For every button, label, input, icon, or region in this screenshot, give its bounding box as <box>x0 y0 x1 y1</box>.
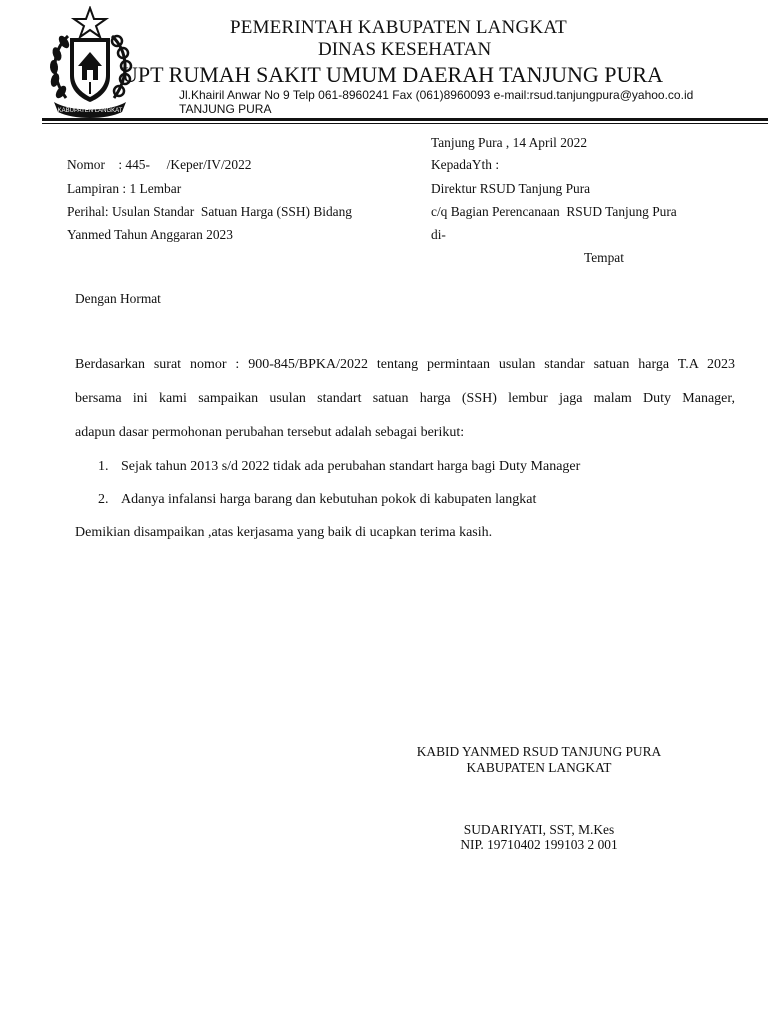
letter-nomor: Nomor : 445- /Keper/IV/2022 <box>67 157 252 172</box>
signature-nip: NIP. 19710402 199103 2 001 <box>460 837 618 852</box>
header-government: PEMERINTAH KABUPATEN LANGKAT <box>230 17 567 38</box>
letter-date: Tanjung Pura , 14 April 2022 <box>431 135 588 150</box>
signature-title-1: KABID YANMED RSUD TANJUNG PURA <box>416 744 662 759</box>
letter-lampiran: Lampiran : 1 Lembar <box>67 181 182 196</box>
letter-cq: c/q Bagian Perencanaan RSUD Tanjung Pura <box>431 204 677 219</box>
list-item-2-number: 2. <box>98 492 109 507</box>
header-hospital: UPT RUMAH SAKIT UMUM DAERAH TANJUNG PURA <box>122 62 663 87</box>
letter-perihal-line1: Perihal: Usulan Standar Satuan Harga (SSH) Bidang <box>67 204 353 219</box>
emblem-ribbon-text: KABUPATEN LANGKAT <box>57 108 123 114</box>
list-item-2-text: Adanya infalansi harga barang dan kebutuhan pokok di kabupaten langkat <box>121 492 537 507</box>
list-item-1-number: 1. <box>98 459 109 474</box>
signature-name: SUDARIYATI, SST, M.Kes <box>463 822 615 837</box>
header-city: TANJUNG PURA <box>179 102 272 116</box>
signature-title-2: KABUPATEN LANGKAT <box>466 760 612 775</box>
letter-recipient: Direktur RSUD Tanjung Pura <box>431 181 591 196</box>
closing-sentence: Demikian disampaikan ,atas kerjasama yang baik di ucapkan terima kasih. <box>75 525 493 540</box>
body-paragraph-line1: Berdasarkan surat nomor : 900-845/BPKA/2022 tentang permintaan usulan standar satuan harga T.A 2023 <box>75 357 735 372</box>
header-address: Jl.Khairil Anwar No 9 Telp 061-8960241 Fax (061)8960093 e-mail:rsud.tanjungpura@yahoo.co.id <box>179 88 694 102</box>
letter-kepada: KepadaYth : <box>431 157 500 172</box>
letter-tempat: Tempat <box>584 250 624 265</box>
body-paragraph-line2: bersama ini kami sampaikan usulan standart satuan harga (SSH) lembur jaga malam Duty Manager, <box>75 391 735 406</box>
letter-di: di- <box>431 227 446 242</box>
letterhead-rule-thin <box>42 123 768 124</box>
body-paragraph-line3: adapun dasar permohonan perubahan tersebut adalah sebagai berikut: <box>75 425 465 440</box>
letter-perihal-line2: Yanmed Tahun Anggaran 2023 <box>67 227 233 242</box>
letterhead-rule-thick <box>42 118 768 121</box>
greeting: Dengan Hormat <box>75 291 161 306</box>
list-item-1-text: Sejak tahun 2013 s/d 2022 tidak ada perubahan standart harga bagi Duty Manager <box>121 459 581 474</box>
header-department: DINAS KESEHATAN <box>318 39 492 60</box>
